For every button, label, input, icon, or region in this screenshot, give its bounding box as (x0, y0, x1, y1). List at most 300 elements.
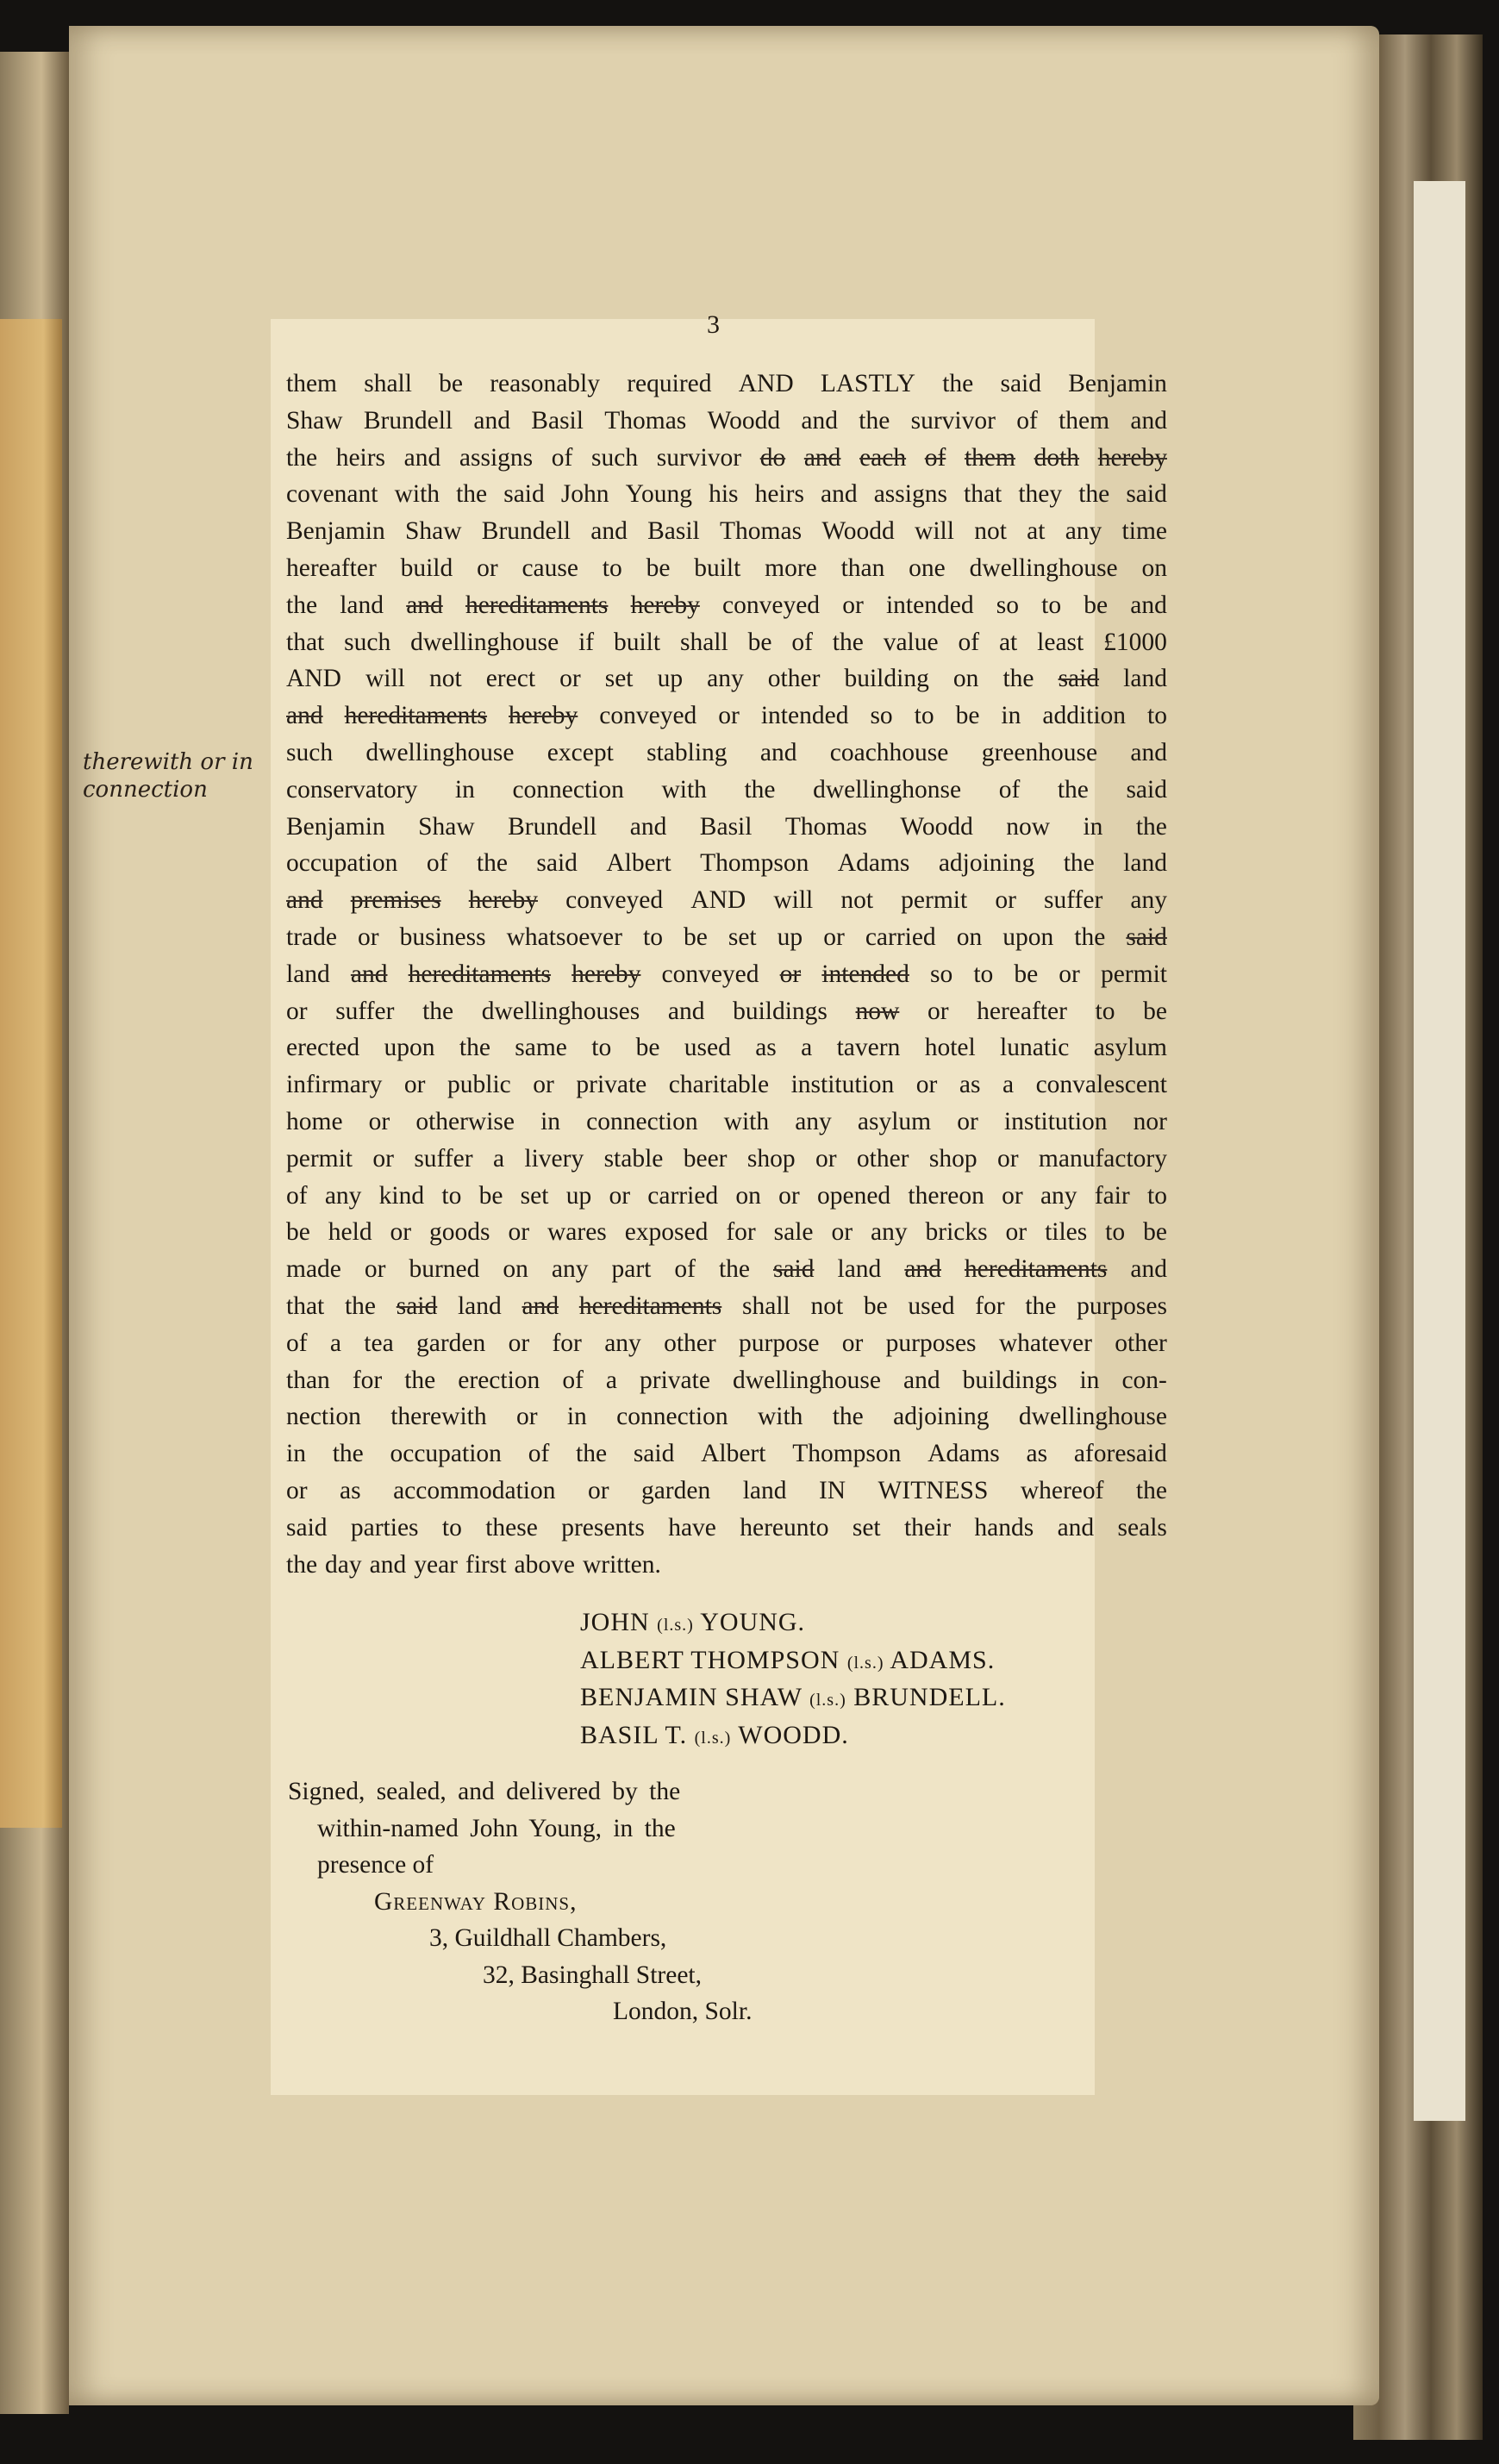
word: dwellinghouse (410, 628, 559, 656)
word: said (1000, 370, 1041, 397)
word: such (591, 443, 639, 472)
word: land (1123, 849, 1167, 878)
word: survivor (656, 443, 742, 472)
word: land (286, 960, 330, 988)
text-line (286, 1398, 1167, 1435)
word: erected (286, 1034, 360, 1062)
word: Brundell (508, 812, 597, 841)
struck-word: said (1058, 665, 1100, 693)
word: with (757, 1403, 803, 1431)
word: permit (901, 886, 968, 915)
word: in (286, 1440, 306, 1468)
struck-word: hereditaments (578, 1291, 722, 1320)
word: dwellinghouse (732, 1366, 881, 1394)
word: be (439, 370, 463, 397)
word: to (1041, 591, 1062, 619)
word: dwellinghouses (481, 997, 640, 1025)
word: dwellinghouse (365, 738, 515, 766)
word: the (576, 1440, 608, 1468)
word: be (863, 1291, 888, 1320)
word: be (683, 922, 708, 951)
text-line (286, 1104, 1167, 1141)
word: livery (524, 1144, 584, 1173)
word: these (485, 1513, 538, 1542)
text-line (286, 1547, 1167, 1584)
text-line (286, 1214, 1167, 1251)
word: first (465, 1550, 507, 1579)
signature-block (580, 1604, 1006, 1754)
word: whatsoever (506, 922, 622, 951)
word: beer (683, 1144, 728, 1173)
word: hotel (924, 1034, 976, 1062)
word: reasonably (490, 370, 600, 397)
word: of (998, 775, 1021, 804)
word: so (929, 960, 953, 988)
word: connection (616, 1403, 728, 1431)
word: same (515, 1034, 567, 1062)
word: used (684, 1034, 731, 1062)
text-line (286, 476, 1167, 513)
word: shop (746, 1144, 796, 1173)
text-line (286, 624, 1167, 661)
word: the (832, 628, 864, 656)
word: any (707, 665, 744, 693)
word: in (1079, 1366, 1100, 1394)
word: the (1063, 849, 1095, 878)
word: institution (790, 1071, 895, 1099)
word: to (1147, 702, 1167, 730)
word: set (728, 922, 757, 951)
word: or (957, 1107, 978, 1135)
word: John (560, 480, 609, 509)
word: of (528, 1440, 550, 1468)
word: or (286, 997, 308, 1025)
text-line (286, 660, 1167, 697)
text-line (286, 845, 1167, 882)
word: or (718, 702, 740, 730)
word: and (1057, 1513, 1095, 1542)
word: or (477, 553, 498, 582)
word: or (1002, 1181, 1023, 1210)
word: otherwise (415, 1107, 515, 1135)
word: Brundell (363, 406, 453, 435)
word: or (831, 1218, 853, 1247)
word: have (668, 1513, 716, 1542)
word: greenhouse (981, 738, 1098, 766)
word: or (372, 1144, 394, 1173)
word: any (1130, 886, 1167, 915)
witness-address: 3, Guildhall Chambers, (429, 1924, 667, 1952)
word: for (352, 1366, 383, 1394)
word: or (508, 1329, 530, 1357)
word: Adams (928, 1440, 1000, 1468)
word: or (841, 1329, 864, 1357)
word: except (547, 738, 614, 766)
word: than (286, 1366, 330, 1394)
word: any (1040, 1181, 1077, 1210)
struck-word: do (759, 443, 786, 472)
word: as (340, 1476, 361, 1504)
word: least (1037, 628, 1084, 656)
word: and (667, 997, 705, 1025)
text-line (286, 697, 1167, 735)
handwritten-annotation: therewith or in connection (83, 749, 253, 803)
word: in (1001, 702, 1021, 730)
struck-word: or (779, 960, 802, 988)
word: Thomas (784, 812, 867, 841)
word: in (454, 775, 475, 804)
text-line (286, 1510, 1167, 1547)
word: exposed (624, 1218, 709, 1247)
text-line (286, 735, 1167, 772)
word: adjoining (938, 849, 1035, 878)
word: year (414, 1550, 458, 1579)
word: held (328, 1218, 372, 1247)
word: business (399, 922, 486, 951)
word: and (403, 443, 441, 472)
word: a (492, 1144, 505, 1173)
word: land (837, 1255, 882, 1284)
word: infirmary (286, 1071, 383, 1099)
word: any (604, 1329, 641, 1357)
word: at (1027, 517, 1046, 546)
signature-line: BENJAMIN SHAW (l.s.) BRUNDELL. (580, 1683, 1006, 1711)
word: therewith (390, 1403, 487, 1431)
text-line (286, 1066, 1167, 1104)
word: with (723, 1107, 770, 1135)
word: be (1143, 1218, 1167, 1247)
word: the (832, 1403, 864, 1431)
text-line (286, 366, 1167, 403)
word: Benjamin (286, 812, 385, 841)
word: heirs (754, 480, 804, 509)
struck-word: hereby (1097, 443, 1167, 472)
word: as (959, 1071, 981, 1099)
word: the (286, 443, 318, 472)
word: erect (485, 665, 536, 693)
word: and (590, 517, 628, 546)
word: the (422, 997, 454, 1025)
word: Thompson (700, 849, 809, 878)
word: private (640, 1366, 710, 1394)
word: the (1057, 775, 1089, 804)
word: the (476, 849, 508, 878)
word: set (604, 665, 634, 693)
word: to (441, 1513, 462, 1542)
word: Basil (531, 406, 584, 435)
word: or (996, 1144, 1019, 1173)
word: if (578, 628, 595, 656)
word: shall (742, 1291, 790, 1320)
word: trade (286, 922, 337, 951)
word: upon (384, 1034, 435, 1062)
struck-word: doth (1034, 443, 1080, 472)
word: and (629, 812, 667, 841)
word: time (1121, 517, 1167, 546)
word: and (369, 1550, 407, 1579)
struck-word: hereditaments (964, 1255, 1108, 1284)
word: and (1130, 738, 1167, 766)
word: or (515, 1403, 538, 1431)
struck-word: hereby (630, 591, 700, 619)
struck-word: said (396, 1291, 438, 1320)
word: in (566, 1403, 587, 1431)
word: set (520, 1181, 549, 1210)
word: or (364, 1255, 386, 1284)
word: hereafter (977, 997, 1067, 1025)
word: coachhouse (829, 738, 949, 766)
word: asylum (1093, 1034, 1167, 1062)
word: accommodation (393, 1476, 556, 1504)
word: presents (561, 1513, 645, 1542)
word: heirs (335, 443, 386, 472)
word: of (791, 628, 813, 656)
word: garden (640, 1476, 711, 1504)
deed-body-text (286, 366, 1167, 1583)
word: build (400, 553, 453, 582)
word: to (591, 1034, 612, 1062)
word: tea (364, 1329, 394, 1357)
struck-word: and (286, 702, 323, 730)
word: said (1126, 480, 1167, 509)
word: or (1059, 960, 1080, 988)
struck-word: hereby (571, 960, 641, 988)
word: or (915, 1071, 938, 1099)
word: land (1123, 665, 1167, 693)
word: any (870, 1218, 908, 1247)
struck-word: each (859, 443, 907, 472)
word: upon (1002, 922, 1054, 951)
word: for (726, 1218, 756, 1247)
word: tiles (1045, 1218, 1088, 1247)
text-line (286, 1325, 1167, 1362)
word: building (844, 665, 929, 693)
word: adjoining (893, 1403, 990, 1431)
word: up (565, 1181, 592, 1210)
word: such (286, 738, 334, 766)
text-line (286, 550, 1167, 587)
word: other (856, 1144, 909, 1173)
word: conveyed (661, 960, 759, 988)
word: day (325, 1550, 362, 1579)
text-line (286, 440, 1167, 477)
text-line (286, 882, 1167, 919)
word: Brundell (481, 517, 571, 546)
word: hereunto (740, 1513, 829, 1542)
word: land (742, 1476, 787, 1504)
word: lunatic (1000, 1034, 1070, 1062)
word: Basil (699, 812, 753, 841)
word: will (365, 665, 405, 693)
signature-line: BASIL T. (l.s.) WOODD. (580, 1720, 849, 1749)
word: Young (625, 480, 692, 509)
word: as (755, 1034, 777, 1062)
word: or (559, 665, 581, 693)
word: the (344, 1291, 377, 1320)
word: purposes (1077, 1291, 1167, 1320)
struck-word: and (406, 591, 443, 619)
word: they (1018, 480, 1063, 509)
word: and (759, 738, 797, 766)
word: be (646, 553, 671, 582)
struck-word: and (522, 1291, 559, 1320)
word: built (613, 628, 661, 656)
word: that (286, 1291, 325, 1320)
struck-word: of (924, 443, 946, 472)
word: or (1005, 1218, 1027, 1247)
word: their (903, 1513, 952, 1542)
word: IN (818, 1476, 846, 1504)
word: of (426, 849, 448, 878)
word: whatever (998, 1329, 1092, 1357)
word: a (801, 1034, 813, 1062)
word: or (390, 1218, 412, 1247)
attestation-line: Signed, sealed, and delivered by the (288, 1778, 681, 1805)
word: hands (974, 1513, 1034, 1542)
word: to (1147, 1181, 1167, 1210)
word: the (459, 1034, 490, 1062)
word: not (428, 665, 462, 693)
word: the (1025, 1291, 1057, 1320)
word: a (1002, 1071, 1015, 1099)
word: that (286, 628, 325, 656)
word: to (643, 922, 663, 951)
word: land (457, 1291, 502, 1320)
struck-word: said (772, 1255, 815, 1284)
word: the (1135, 1476, 1167, 1504)
word: £1000 (1103, 628, 1167, 656)
word: opened (816, 1181, 891, 1210)
word: of (286, 1181, 308, 1210)
text-line (286, 1029, 1167, 1066)
text-line (286, 1251, 1167, 1288)
word: AND (286, 665, 341, 693)
word: as (1026, 1440, 1048, 1468)
word: part (611, 1255, 652, 1284)
text-line (286, 809, 1167, 846)
word: Woodd (821, 517, 895, 546)
word: or (403, 1071, 426, 1099)
word: asylum (857, 1107, 932, 1135)
text-line (286, 993, 1167, 1030)
word: bricks (925, 1218, 988, 1247)
word: purposes (885, 1329, 977, 1357)
word: of (1016, 406, 1038, 435)
attestation-line: presence of (317, 1851, 434, 1879)
word: more (765, 553, 817, 582)
struck-word: them (964, 443, 1015, 472)
word: not (974, 517, 1007, 546)
word: them (1059, 406, 1110, 435)
word: on (1141, 553, 1167, 582)
word: assigns (873, 480, 947, 509)
word: public (447, 1071, 511, 1099)
word: other (664, 1329, 716, 1357)
word: or (815, 1144, 837, 1173)
word: the (456, 480, 488, 509)
word: that (964, 480, 1002, 509)
word: Benjamin (286, 517, 385, 546)
word: and (821, 480, 858, 509)
word: for (975, 1291, 1005, 1320)
word: to (441, 1181, 462, 1210)
text-line (286, 956, 1167, 993)
word: nection (286, 1403, 361, 1431)
word: the (404, 1366, 436, 1394)
word: other (767, 665, 821, 693)
word: of (551, 443, 573, 472)
word: connection (512, 775, 624, 804)
word: convalescent (1035, 1071, 1167, 1099)
word: suffer (414, 1144, 473, 1173)
word: Benjamin (1068, 370, 1167, 397)
word: conservatory (286, 775, 418, 804)
word: Thomas (604, 406, 687, 435)
word: Thompson (792, 1440, 902, 1468)
struck-word: now (855, 997, 900, 1025)
struck-word: hereditaments (408, 960, 552, 988)
witness-address: London, Solr. (613, 1998, 753, 2025)
word: or (842, 591, 864, 619)
word: not (810, 1291, 844, 1320)
word: Basil (647, 517, 700, 546)
word: the (1074, 922, 1106, 951)
word: at (998, 628, 1018, 656)
word: dwellinghonse (813, 775, 962, 804)
struck-word: premises (350, 886, 441, 915)
word: the (1002, 665, 1034, 693)
word: so (870, 702, 893, 730)
word: to (914, 702, 934, 730)
text-line (286, 1473, 1167, 1510)
word: up (657, 665, 684, 693)
word: said (286, 1513, 328, 1542)
word: said (503, 480, 545, 509)
word: be (1014, 960, 1039, 988)
word: goods (429, 1218, 490, 1247)
word: a (329, 1329, 341, 1357)
word: be (955, 702, 980, 730)
word: and (801, 406, 838, 435)
word: intended (885, 591, 974, 619)
word: with (394, 480, 440, 509)
text-line (286, 587, 1167, 624)
signature-line: ALBERT THOMPSON (l.s.) ADAMS. (580, 1645, 996, 1674)
word: said (633, 1440, 675, 1468)
word: any (1065, 517, 1102, 546)
word: other (1115, 1329, 1167, 1357)
struck-word: hereby (509, 702, 578, 730)
word: and (1130, 591, 1167, 619)
word: shall (364, 370, 412, 397)
word: on (503, 1255, 528, 1284)
word: conveyed (599, 702, 697, 730)
attestation-line: within-named John Young, in the (317, 1814, 676, 1842)
word: burned (409, 1255, 480, 1284)
word: carried (865, 922, 936, 951)
word: charitable (668, 1071, 770, 1099)
word: suffer (1044, 886, 1103, 915)
text-line (286, 1178, 1167, 1215)
word: not (840, 886, 874, 915)
word: stabling (646, 738, 728, 766)
word: the (332, 1440, 364, 1468)
word: and (1130, 1255, 1167, 1284)
word: be (286, 1218, 310, 1247)
word: them (286, 370, 337, 397)
word: the (718, 1255, 750, 1284)
word: cause (522, 553, 578, 582)
